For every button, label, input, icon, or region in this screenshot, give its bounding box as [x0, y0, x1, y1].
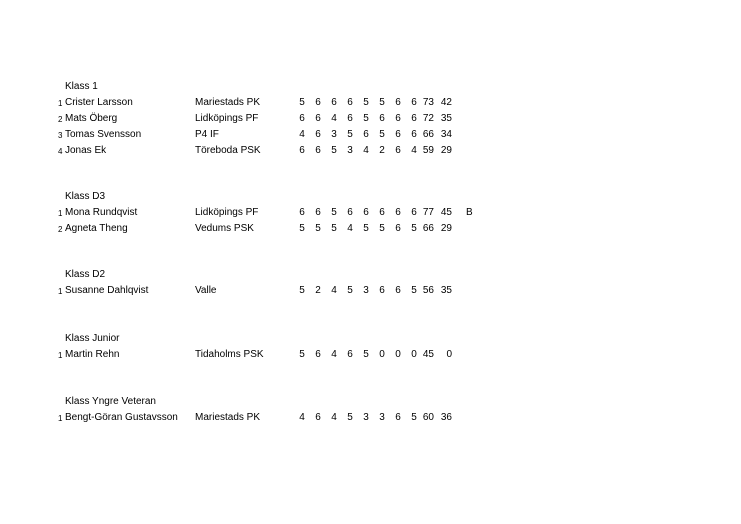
competitor-name: Susanne Dahlqvist: [65, 285, 149, 296]
series-score: 6: [315, 113, 321, 124]
placement-number: 1: [58, 351, 63, 360]
total-score: 59: [422, 145, 434, 156]
result-row: [0, 129, 741, 143]
inner-tens: 0: [446, 349, 452, 360]
total-score: 60: [422, 412, 434, 423]
series-score: 5: [363, 349, 369, 360]
result-row: [0, 412, 741, 426]
total-score: 77: [422, 207, 434, 218]
result-row: [0, 207, 741, 221]
series-score: 6: [315, 349, 321, 360]
series-score: 6: [395, 207, 401, 218]
series-score: 5: [347, 412, 353, 423]
series-score: 4: [331, 349, 337, 360]
award-mark: B: [466, 207, 473, 218]
series-score: 6: [395, 113, 401, 124]
series-score: 5: [411, 223, 417, 234]
series-score: 5: [299, 97, 305, 108]
series-score: 5: [315, 223, 321, 234]
result-row: [0, 349, 741, 363]
result-row: [0, 113, 741, 127]
inner-tens: 42: [440, 97, 452, 108]
club-name: Lidköpings PF: [195, 207, 259, 218]
series-score: 6: [395, 129, 401, 140]
club-name: P4 IF: [195, 129, 219, 140]
class-title: Klass Yngre Veteran: [65, 396, 156, 407]
class-title: Klass 1: [65, 81, 98, 92]
series-score: 6: [315, 207, 321, 218]
series-score: 0: [411, 349, 417, 360]
club-name: Vedums PSK: [195, 223, 254, 234]
inner-tens: 36: [440, 412, 452, 423]
series-score: 3: [363, 412, 369, 423]
series-score: 0: [379, 349, 385, 360]
series-score: 6: [411, 207, 417, 218]
series-score: 5: [299, 349, 305, 360]
series-score: 6: [347, 113, 353, 124]
total-score: 45: [422, 349, 434, 360]
series-score: 6: [395, 145, 401, 156]
series-score: 0: [395, 349, 401, 360]
series-score: 5: [347, 129, 353, 140]
series-score: 6: [379, 285, 385, 296]
inner-tens: 35: [440, 285, 452, 296]
series-score: 4: [331, 285, 337, 296]
class-title: Klass Junior: [65, 333, 120, 344]
series-score: 5: [347, 285, 353, 296]
series-score: 6: [411, 113, 417, 124]
series-score: 5: [411, 412, 417, 423]
series-score: 5: [363, 223, 369, 234]
series-score: 6: [315, 145, 321, 156]
series-score: 5: [379, 223, 385, 234]
total-score: 66: [422, 129, 434, 140]
series-score: 4: [331, 412, 337, 423]
series-score: 5: [299, 223, 305, 234]
club-name: Lidköpings PF: [195, 113, 259, 124]
series-score: 3: [379, 412, 385, 423]
series-score: 2: [315, 285, 321, 296]
placement-number: 3: [58, 131, 63, 140]
series-score: 6: [411, 97, 417, 108]
series-score: 5: [379, 97, 385, 108]
placement-number: 1: [58, 414, 63, 423]
series-score: 6: [347, 349, 353, 360]
series-score: 6: [315, 97, 321, 108]
series-score: 6: [411, 129, 417, 140]
club-name: Valle: [195, 285, 217, 296]
series-score: 3: [347, 145, 353, 156]
club-name: Mariestads PK: [195, 412, 261, 423]
inner-tens: 29: [440, 145, 452, 156]
series-score: 5: [411, 285, 417, 296]
series-score: 6: [363, 207, 369, 218]
series-score: 6: [379, 113, 385, 124]
series-score: 4: [299, 412, 305, 423]
series-score: 6: [395, 285, 401, 296]
class-title: Klass D3: [65, 191, 106, 202]
result-row: [0, 97, 741, 111]
series-score: 4: [347, 223, 353, 234]
series-score: 6: [379, 207, 385, 218]
series-score: 4: [299, 129, 305, 140]
series-score: 2: [379, 145, 385, 156]
series-score: 5: [331, 223, 337, 234]
inner-tens: 34: [440, 129, 452, 140]
competitor-name: Agneta Theng: [65, 223, 128, 234]
inner-tens: 29: [440, 223, 452, 234]
series-score: 4: [411, 145, 417, 156]
competitor-name: Mona Rundqvist: [65, 207, 138, 218]
series-score: 6: [347, 207, 353, 218]
placement-number: 2: [58, 225, 63, 234]
result-row: [0, 285, 741, 299]
result-row: [0, 145, 741, 159]
series-score: 4: [363, 145, 369, 156]
series-score: 5: [331, 207, 337, 218]
class-title: Klass D2: [65, 269, 106, 280]
series-score: 4: [331, 113, 337, 124]
club-name: Mariestads PK: [195, 97, 261, 108]
club-name: Tidaholms PSK: [195, 349, 264, 360]
competitor-name: Tomas Svensson: [65, 129, 142, 140]
series-score: 6: [299, 145, 305, 156]
placement-number: 1: [58, 287, 63, 296]
series-score: 5: [379, 129, 385, 140]
result-row: [0, 223, 741, 237]
competitor-name: Bengt-Göran Gustavsson: [65, 412, 178, 423]
total-score: 72: [422, 113, 434, 124]
series-score: 6: [315, 412, 321, 423]
competitor-name: Jonas Ek: [65, 145, 107, 156]
total-score: 66: [422, 223, 434, 234]
inner-tens: 35: [440, 113, 452, 124]
competitor-name: Crister Larsson: [65, 97, 133, 108]
series-score: 5: [363, 97, 369, 108]
series-score: 6: [315, 129, 321, 140]
series-score: 6: [395, 412, 401, 423]
placement-number: 1: [58, 209, 63, 218]
series-score: 5: [363, 113, 369, 124]
series-score: 6: [331, 97, 337, 108]
placement-number: 1: [58, 99, 63, 108]
club-name: Töreboda PSK: [195, 145, 261, 156]
competitor-name: Martin Rehn: [65, 349, 120, 360]
placement-number: 4: [58, 147, 63, 156]
series-score: 6: [299, 113, 305, 124]
total-score: 56: [422, 285, 434, 296]
series-score: 5: [331, 145, 337, 156]
series-score: 3: [331, 129, 337, 140]
series-score: 6: [395, 97, 401, 108]
series-score: 6: [395, 223, 401, 234]
series-score: 6: [363, 129, 369, 140]
series-score: 6: [299, 207, 305, 218]
competitor-name: Mats Öberg: [65, 113, 118, 124]
series-score: 6: [347, 97, 353, 108]
placement-number: 2: [58, 115, 63, 124]
series-score: 5: [299, 285, 305, 296]
inner-tens: 45: [440, 207, 452, 218]
series-score: 3: [363, 285, 369, 296]
total-score: 73: [422, 97, 434, 108]
